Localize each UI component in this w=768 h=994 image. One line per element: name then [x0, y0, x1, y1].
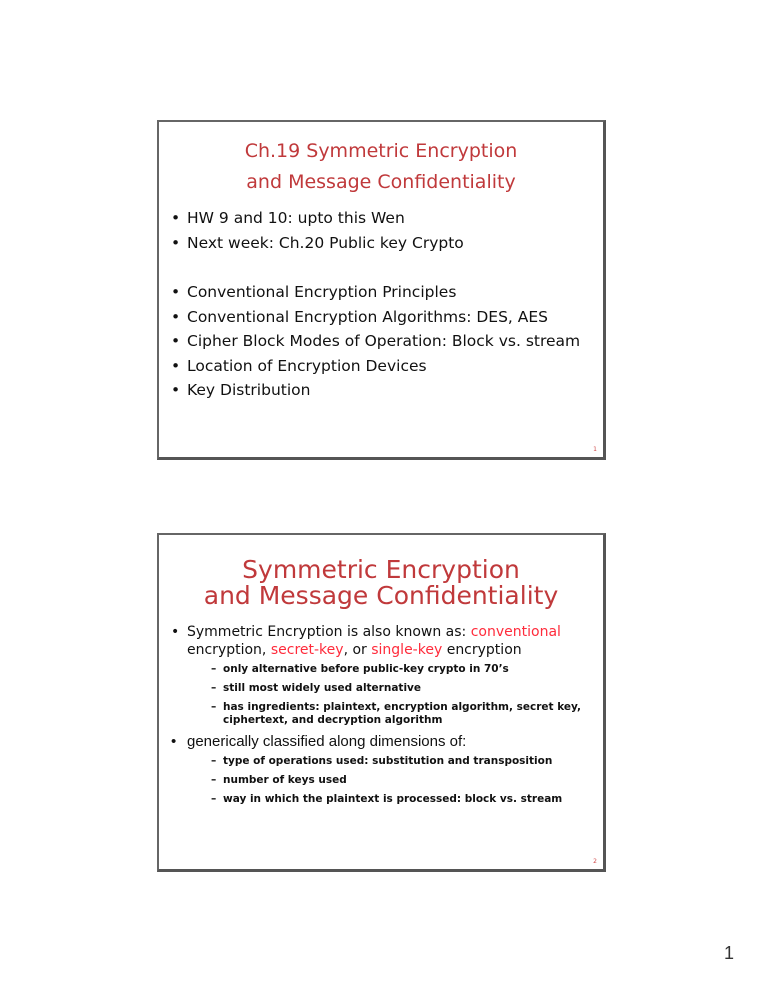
- slide-2-title-line1: Symmetric Encryption: [242, 555, 520, 584]
- sub-item: – still most widely used alternative: [211, 682, 422, 694]
- slide-2-body: [167, 623, 599, 812]
- bullet-item: • Cipher Block Modes of Operation: Block vs. stream: [167, 329, 599, 354]
- bullet-item: • Next week: Ch.20 Public key Crypto: [167, 231, 599, 256]
- slide-1-number: 1: [593, 446, 597, 453]
- dash-icon: –: [211, 663, 217, 675]
- slide-2-title-line2: and Message Confidentiality: [203, 581, 559, 610]
- bullet-icon: •: [171, 307, 181, 326]
- dash-icon: –: [211, 755, 217, 767]
- sub-item: – way in which the plaintext is processed: block vs. stream: [211, 793, 563, 805]
- highlight-term: conventional: [470, 624, 561, 640]
- sub-item: – has ingredients: plaintext, encryption algorithm, secret key, ciphertext, and decryption algorithm: [211, 701, 582, 726]
- highlight-term: single-key: [371, 642, 443, 658]
- bullet-item: • Key Distribution: [167, 378, 599, 403]
- bullet-icon: •: [171, 624, 180, 640]
- slide-1: [157, 120, 606, 460]
- slide-2: [157, 533, 606, 872]
- bullet-item: • HW 9 and 10: upto this Wen: [167, 206, 599, 231]
- bullet-item: • Symmetric Encryption is also known as: conventional encryption, secret-key, or single-key encryption: [171, 624, 561, 658]
- sub-item: – number of keys used: [211, 774, 347, 786]
- dash-icon: –: [211, 793, 217, 805]
- bullet-icon: •: [171, 233, 181, 252]
- document-page-number: 1: [724, 943, 735, 963]
- bullet-icon: •: [171, 733, 177, 750]
- sub-item: – type of operations used: substitution and transposition: [211, 755, 553, 767]
- bullet-icon: •: [171, 356, 181, 375]
- slide-1-announcements: [167, 206, 599, 255]
- bullet-icon: •: [171, 283, 181, 301]
- bullet-item: • Conventional Encryption Algorithms: DES, AES: [167, 305, 599, 330]
- highlight-term: secret-key: [270, 642, 344, 658]
- slide-2-number: 2: [593, 858, 597, 865]
- sub-list: [167, 663, 599, 727]
- sub-list: [167, 755, 599, 806]
- slide-2-title: [159, 557, 603, 609]
- slide-1-title: [159, 136, 603, 198]
- dash-icon: –: [211, 682, 217, 694]
- dash-icon: –: [211, 774, 217, 786]
- bullet-item: • generically classified along dimensions of:: [171, 733, 467, 750]
- slide-1-title-line1: Ch.19 Symmetric Encryption: [244, 140, 518, 162]
- dash-icon: –: [211, 701, 217, 713]
- slide-1-title-line2: and Message Confidentiality: [246, 171, 516, 193]
- sub-item: – only alternative before public-key crypto in 70’s: [211, 663, 509, 675]
- bullet-item: • Conventional Encryption Principles: [167, 280, 599, 305]
- bullet-icon: •: [171, 332, 181, 350]
- bullet-icon: •: [171, 381, 181, 399]
- bullet-item: • Location of Encryption Devices: [167, 354, 599, 379]
- bullet-icon: •: [171, 209, 181, 227]
- slide-1-topics: [167, 280, 599, 403]
